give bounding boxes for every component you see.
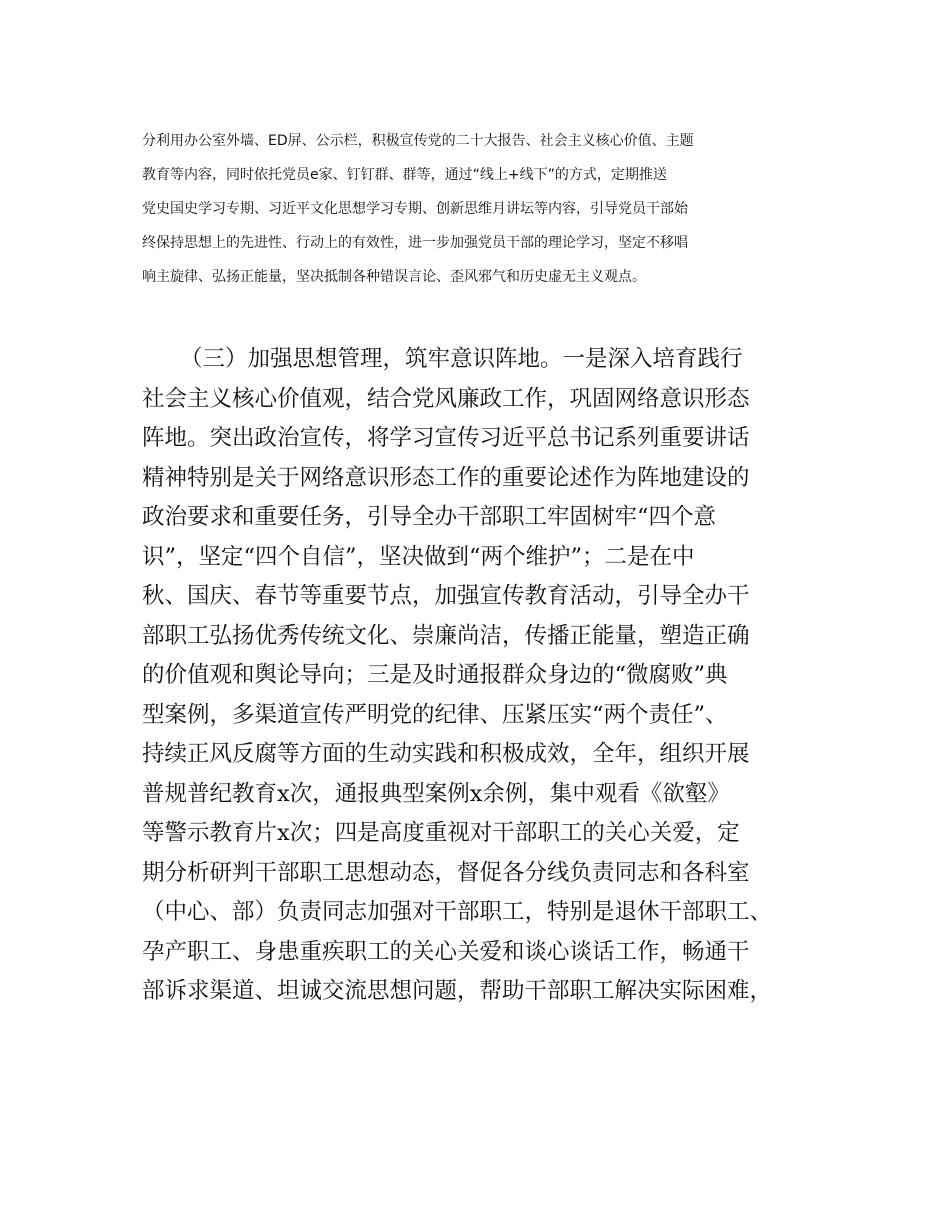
text-line: 阵地。突出政治宣传，将学习宣传习近平总书记系列重要讲话 xyxy=(142,425,750,451)
text-line: 部诉求渠道、坦诚交流思想问题，帮助干部职工解决实际困难， xyxy=(142,978,773,1004)
text-line: 社会主义核心价值观，结合党风廉政工作，巩固网络意识形态 xyxy=(142,385,750,412)
text-line: 部职工弘扬优秀传统文化、崇廉尚洁，传播正能量，塑造正确 xyxy=(142,622,750,649)
text-line: 识”，坚定“四个自信”，坚决做到“两个维护”；二是在中 xyxy=(142,543,695,570)
paragraph-continuation xyxy=(142,124,810,294)
text-line: 终保持思想上的先进性、行动上的有效性，进一步加强党员干部的理论学习，坚定不移唱 xyxy=(142,235,688,251)
text-line: 政治要求和重要任务，引导全办干部职工牢固树牢“四个意 xyxy=(142,504,717,530)
text-line: 孕产职工、身患重疾职工的关心关爱和谈心谈话工作，畅通干 xyxy=(142,938,750,965)
text-line: 精神特别是关于网络意识形态工作的重要论述作为阵地建设的 xyxy=(142,464,750,491)
section-heading-line: （三）加强思想管理，筑牢意识阵地。一是深入培育践行 xyxy=(180,346,743,372)
section-three-paragraph xyxy=(142,340,822,1012)
text-line: 等警示教育片x次；四是高度重视对干部职工的关心关爱，定 xyxy=(142,820,740,846)
text-line: 期分析研判干部职工思想动态，督促各分线负责同志和各科室 xyxy=(142,859,750,886)
text-line: 教育等内容，同时依托党员e家、钉钉群、群等，通过“线上+线下”的方式，定期推送 xyxy=(142,167,667,183)
text-line: 型案例，多渠道宣传严明党的纪律、压紧压实“两个责任”、 xyxy=(142,701,728,728)
text-line: 响主旋律、弘扬正能量，坚决抵制各种错误言论、歪风邪气和历史虚无主义观点。 xyxy=(142,269,646,285)
text-line: （中心、部）负责同志加强对干部职工，特别是退休干部职工、 xyxy=(142,899,773,925)
text-line: 分利用办公室外墙、ED屏、公示栏，积极宣传党的二十大报告、社会主义核心价值、主题 xyxy=(142,133,694,149)
text-line: 秋、国庆、春节等重要节点，加强宣传教育活动，引导全办干 xyxy=(142,583,750,609)
text-line: 持续正风反腐等方面的生动实践和积极成效，全年，组织开展 xyxy=(142,741,750,767)
text-line: 的价值观和舆论导向；三是及时通报群众身边的“微腐败”典 xyxy=(142,662,728,688)
text-line: 党史国史学习专期、习近平文化思想学习专期、创新思维月讲坛等内容，引导党员干部始 xyxy=(142,201,688,217)
text-line: 普规普纪教育x次，通报典型案例x余例，集中观看《欲壑》 xyxy=(142,780,730,807)
